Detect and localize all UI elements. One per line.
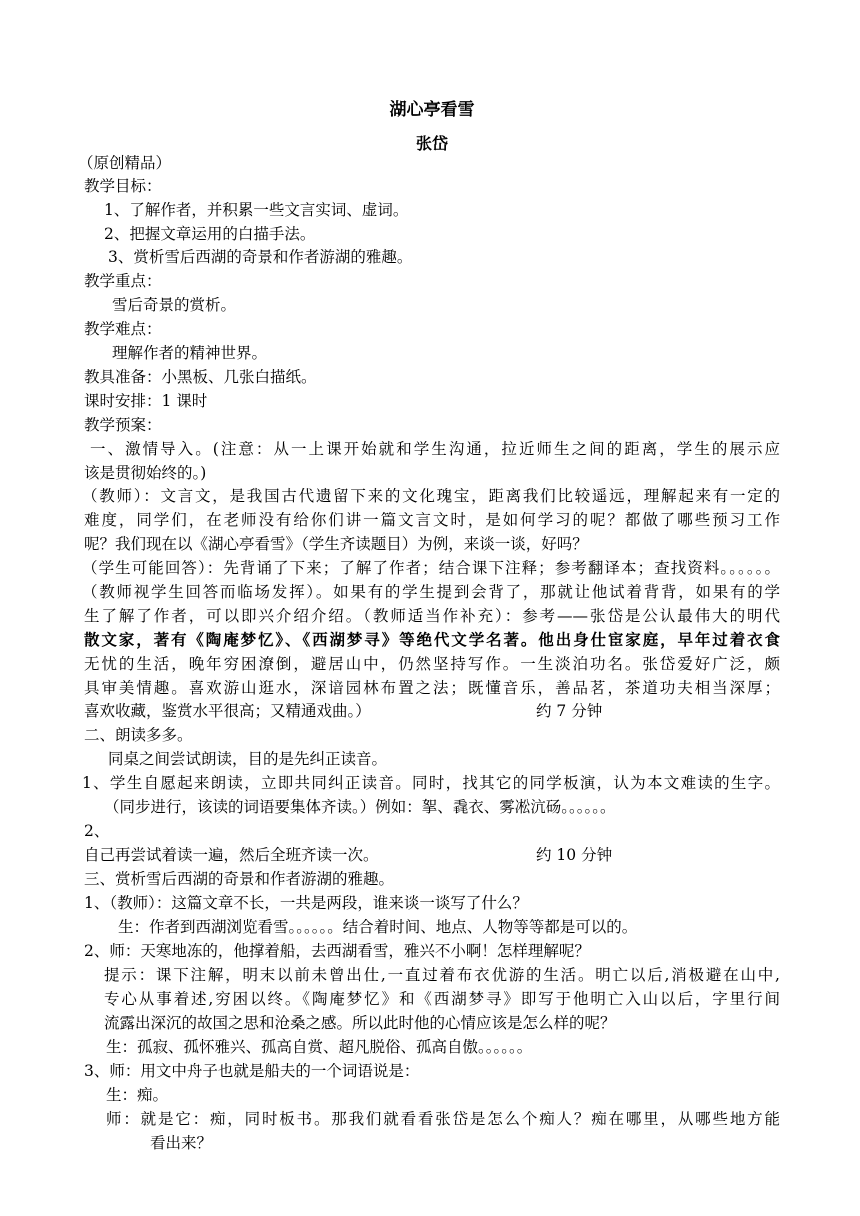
time-note: 约 10 分钟	[536, 846, 613, 864]
list-number: 2、	[84, 822, 110, 840]
heading-goals: 教学目标：	[84, 177, 162, 195]
paragraph-line: 喜欢收藏，鉴赏水平很高；又精通戏曲。）	[84, 702, 371, 720]
materials: 教具准备：小黑板、几张白描纸。	[84, 368, 317, 386]
paragraph-line: 2、师：天寒地冻的，他撑着船，去西湖看雪，雅兴不小啊！怎样理解呢？	[84, 942, 590, 960]
paragraph-line: 该是贯彻始终的。)	[84, 464, 207, 482]
paragraph-line: 呢？我们现在以《湖心亭看雪》（学生齐读题目）为例，来谈一谈，好吗？	[84, 535, 588, 553]
paragraph-line: （教师）：文言文，是我国古代遗留下来的文化瑰宝，距离我们比较遥远，理解起来有一定的	[82, 487, 780, 505]
paragraph-line: （同步进行，该读的词语要集体齐读。）例如：挐、毳衣、雾凇沆砀。。。。。。	[104, 798, 616, 816]
schedule: 课时安排：1 课时	[84, 392, 208, 410]
paragraph-line: 师：就是它：痴，同时板书。那我们就看看张岱是怎么个痴人？痴在哪里，从哪些地方能	[106, 1110, 780, 1128]
goal-item: 3、赏析雪后西湖的奇景和作者游湖的雅趣。	[108, 248, 413, 266]
paragraph-line: 生了解了作者，可以即兴介绍介绍。（教师适当作补充）：参考——张岱是公认最伟大的明代	[84, 607, 780, 625]
section-1-title: 一、激情导入。(注意：从一上课开始就和学生沟通，拉近师生之间的距离，学生的展示应	[90, 440, 780, 458]
paragraph-line: 生：孤寂、孤怀雅兴、孤高自赏、超凡脱俗、孤高自傲。。。。。。	[106, 1038, 533, 1056]
document-author: 张岱	[415, 134, 448, 153]
key-point-text: 雪后奇景的赏析。	[112, 296, 237, 314]
paragraph-line: 生：痴。	[106, 1086, 169, 1104]
time-note: 约 7 分钟	[536, 702, 603, 720]
paragraph-line: 难度，同学们，在老师没有给你们讲一篇文言文时，是如何学习的呢？都做了哪些预习工作	[84, 511, 780, 529]
paragraph-line: 3、师：用文中舟子也就是船夫的一个词语说是：	[84, 1062, 420, 1080]
goal-item: 2、把握文章运用的白描手法。	[104, 225, 316, 243]
paragraph-line: 流露出深沉的故国之思和沧桑之感。所以此时他的心情应该是怎么样的呢？	[104, 1014, 616, 1032]
paragraph-line: 1、学生自愿起来朗读，立即共同纠正读音。同时，找其它的同学板演，认为本文难读的生字。	[82, 774, 780, 792]
paragraph-line: 同桌之间尝试朗读，目的是先纠正读音。	[108, 750, 388, 768]
document-title: 湖心亭看雪	[389, 100, 475, 120]
heading-key-point: 教学重点：	[84, 272, 162, 290]
heading-difficulty: 教学难点：	[84, 320, 162, 338]
paragraph-line: （教师视学生回答而临场发挥）。如果有的学生提到会背了，那就让他试着背背，如果有的学	[82, 583, 780, 601]
paragraph-line: 看出来？	[150, 1134, 213, 1152]
paragraph-line: 提示：课下注解，明末以前未曾出仕,一直过着布衣优游的生活。明亡以后,消极避在山中,	[104, 966, 780, 984]
difficulty-text: 理解作者的精神世界。	[112, 344, 268, 362]
paragraph-line: 具审美情趣。喜欢游山逛水，深谙园林布置之法；既懂音乐，善品茗，茶道功夫相当深厚；	[84, 679, 780, 697]
paragraph-line: 自己再尝试着读一遍，然后全班齐读一次。	[84, 846, 379, 864]
paragraph-line: 1、（教师）：这篇文章不长，一共是两段，谁来谈一谈写了什么？	[84, 894, 528, 912]
origin-note: （原创精品）	[78, 154, 172, 172]
section-2-title: 二、朗读多多。	[84, 726, 193, 744]
paragraph-line: 生：作者到西湖浏览看雪。。。。。。结合着时间、地点、人物等等都是可以的。	[118, 918, 638, 936]
heading-plan: 教学预案：	[84, 416, 162, 434]
goal-item: 1、了解作者，并积累一些文言实词、虚词。	[104, 201, 409, 219]
paragraph-line: 散文家，著有《陶庵梦忆》、《西湖梦寻》等绝代文学名著。他出身仕宦家庭，早年过着衣食	[84, 630, 780, 649]
section-3-title: 三、赏析雪后西湖的奇景和作者游湖的雅趣。	[84, 870, 395, 888]
paragraph-line: 专心从事着述,穷困以终。《陶庵梦忆》和《西湖梦寻》即写于他明亡入山以后，字里行间	[104, 990, 780, 1008]
paragraph-line: 无忧的生活，晚年穷困潦倒，避居山中，仍然坚持写作。一生淡泊功名。张岱爱好广泛，颇	[84, 655, 780, 673]
paragraph-line: （学生可能回答）：先背诵了下来；了解了作者；结合课下注释；参考翻译本；查找资料。。。。。。	[82, 559, 780, 577]
